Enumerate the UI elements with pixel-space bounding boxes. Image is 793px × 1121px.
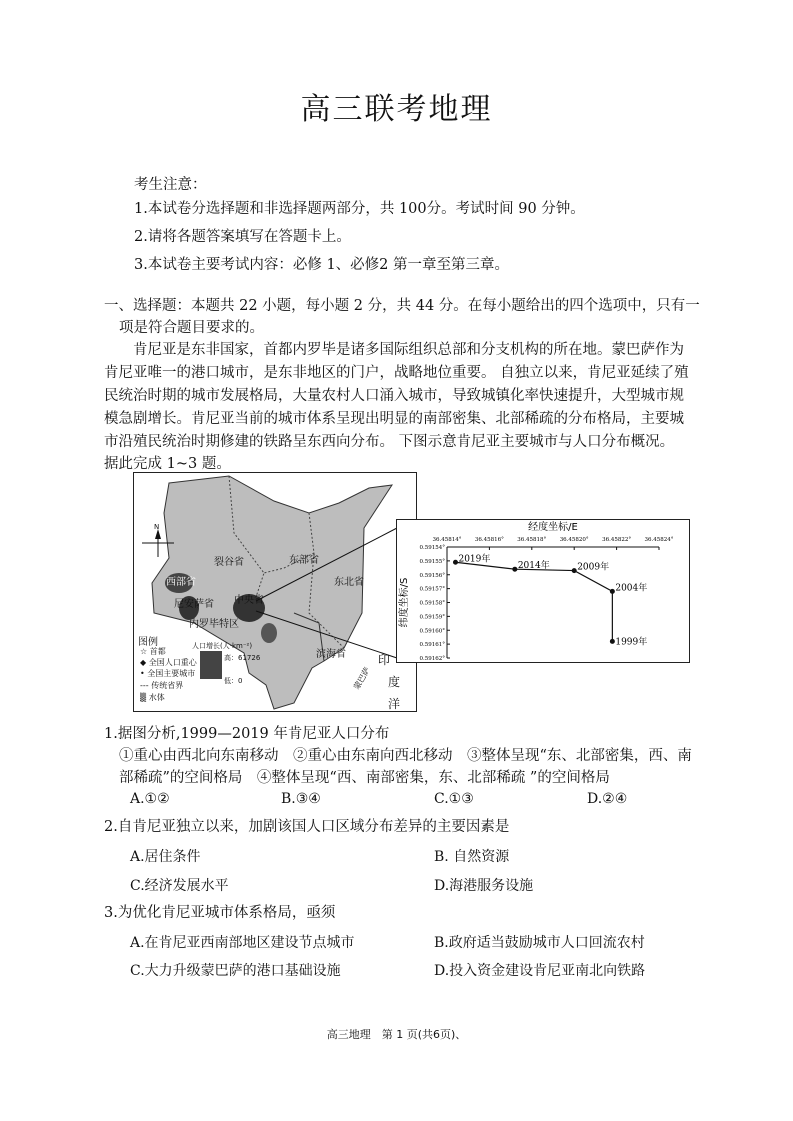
legend-low: 低：0 <box>224 677 243 685</box>
data-label: 2009年 <box>577 562 610 573</box>
section-heading: 一、选择题：本题共 22 小题，每小题 2 分，共 44 分。在每小题给出的四个选项中，只有一 <box>104 298 700 314</box>
data-label: 2004年 <box>615 583 648 594</box>
question-stem: 3.为优化肯尼亚城市体系格局，亟须 <box>104 905 336 921</box>
option-c[interactable]: C.经济发展水平 <box>130 878 229 894</box>
page-title: 高三联考地理 <box>300 92 493 127</box>
data-point <box>610 639 615 644</box>
y-axis-label: 纬度坐标/S <box>399 577 410 628</box>
x-tick-label: 36.45816° <box>474 537 504 543</box>
y-tick-label: 0.59156° <box>419 572 445 579</box>
passage-line: 肯尼亚是东非国家，首都内罗毕是诸多国际组织总部和分支机构的所在地。蒙巴萨作为 <box>133 342 684 358</box>
legend-border: 传统省界 <box>151 681 184 690</box>
star-icon: ☆ <box>140 647 148 656</box>
data-point <box>610 589 615 594</box>
province-label: 西部省 <box>166 577 196 588</box>
ocean-label: 印 <box>378 653 391 667</box>
province-label: 东北省 <box>334 577 364 588</box>
y-tick-label: 0.59159° <box>419 614 445 621</box>
passage-line: 据此完成 1~3 题。 <box>104 456 231 472</box>
x-tick-label: 36.45824° <box>644 537 674 543</box>
passage-line: 市沿殖民统治时期修建的铁路呈东西向分布。 下图示意肯尼亚主要城市与人口分布概况。 <box>104 434 675 450</box>
y-tick-label: 0.59161° <box>419 642 445 649</box>
x-tick-label: 36.45814° <box>432 537 462 543</box>
option-c[interactable]: C.大力升级蒙巴萨的港口基础设施 <box>130 963 341 979</box>
province-label: 中央省 <box>234 595 264 606</box>
province-label: 内罗毕特区 <box>189 619 239 630</box>
question-body: 部稀疏”的空间格局 ④整体呈现“西、南部密集，东、北部稀疏 ”的空间格局 <box>119 770 610 786</box>
y-tick-label: 0.59162° <box>419 656 445 662</box>
chart-svg <box>397 520 689 662</box>
option-a[interactable]: A.在肯尼亚西南部地区建设节点城市 <box>130 935 355 951</box>
question-stem: 2.自肯尼亚独立以来，加剧该国人口区域分布差异的主要因素是 <box>104 819 510 835</box>
option-d[interactable]: D.投入资金建设肯尼亚南北向铁路 <box>434 963 646 979</box>
ocean-label: 度 <box>388 675 401 689</box>
passage-line: 肯尼亚唯一的港口城市，是东非地区的门户，战略地位重要。 自独立以来，肯尼亚延续了殖 <box>104 365 689 381</box>
data-point <box>453 560 458 565</box>
y-tick-label: 0.59158° <box>419 600 445 607</box>
question-stem: 1.据图分析,1999—2019 年肯尼亚人口分布 <box>104 726 390 742</box>
y-tick-label: 0.59155° <box>419 558 445 565</box>
x-axis-label: 经度坐标/E <box>528 522 578 533</box>
data-label: 2014年 <box>517 561 550 572</box>
legend-water: 水体 <box>148 693 165 702</box>
legend-gradient <box>200 651 222 679</box>
question-body: ①重心由西北向东南移动 ②重心由东南向西北移动 ③整体呈现“东、北部密集，西、南 <box>119 748 692 764</box>
series-line <box>455 562 612 641</box>
x-tick-label: 36.45820° <box>559 537 589 543</box>
legend-growth: 人口增长(人·km⁻²) <box>192 642 253 650</box>
notice-heading: 考生注意： <box>134 177 207 193</box>
legend-capital-row <box>140 646 166 657</box>
dot-icon: • <box>140 669 145 678</box>
city-label: 蒙巴萨 <box>352 665 372 692</box>
province-label: 滨海省 <box>316 649 346 660</box>
y-tick-label: 0.59157° <box>419 586 445 593</box>
province-label: 东部省 <box>289 555 319 566</box>
option-d[interactable]: D.②④ <box>587 791 628 807</box>
option-a[interactable]: A.居住条件 <box>130 849 201 865</box>
diamond-icon: ◆ <box>140 658 147 667</box>
legend-center-row <box>140 657 197 668</box>
compass-label: N <box>154 523 160 531</box>
option-d[interactable]: D.海港服务设施 <box>434 878 534 894</box>
kenya-map <box>133 472 417 712</box>
province-label: 裂谷省 <box>214 557 244 568</box>
legend-center: 全国人口重心 <box>148 658 197 667</box>
notice-item: 3.本试卷主要考试内容：必修 1、必修2 第一章至第三章。 <box>134 257 510 273</box>
province-label: 尼安萨省 <box>174 599 214 610</box>
legend-water-row <box>140 692 165 703</box>
x-tick-label: 36.45822° <box>602 537 632 543</box>
legend-capital: 首都 <box>149 647 166 656</box>
legend-title: 图例 <box>138 637 158 648</box>
legend-cities-row <box>140 668 195 679</box>
section-heading: 项是符合题目要求的。 <box>119 320 264 336</box>
x-tick-label: 36.45818° <box>517 537 547 543</box>
option-b[interactable]: B.政府适当鼓励城市人口回流农村 <box>434 935 645 951</box>
data-label: 1999年 <box>615 637 648 648</box>
notice-item: 2.请将各题答案填写在答题卡上。 <box>134 229 351 245</box>
data-point <box>512 567 517 572</box>
passage-line: 模急剧增长。肯尼亚当前的城市体系呈现出明显的南部密集、北部稀疏的分布格局，主要城 <box>104 411 684 427</box>
option-c[interactable]: C.①③ <box>434 791 474 807</box>
option-b[interactable]: B. 自然资源 <box>434 849 510 865</box>
notice-item: 1.本试卷分选择题和非选择题两部分，共 100分。考试时间 90 分钟。 <box>134 201 585 217</box>
page-footer: 高三地理 第 1 页(共6页)、 <box>326 1028 467 1041</box>
data-label: 2019年 <box>458 554 491 565</box>
y-tick-label: 0.59154° <box>419 545 445 551</box>
ocean-label: 洋 <box>388 697 401 711</box>
water-swatch-icon: ▒ <box>140 693 147 702</box>
option-b[interactable]: B.③④ <box>281 791 321 807</box>
centroid-chart <box>396 519 690 663</box>
legend-cities: 全国主要城市 <box>147 669 196 678</box>
passage-line: 民统治时期的城市发展格局，大量农村人口涌入城市，导致城镇化率快速提升，大型城市规 <box>104 388 684 404</box>
legend-border-row <box>140 680 183 691</box>
y-tick-label: 0.59160° <box>419 628 445 635</box>
data-point <box>572 568 577 573</box>
legend-high: 高：61726 <box>224 654 261 662</box>
dashed-line-icon: --- <box>140 681 149 690</box>
option-a[interactable]: A.①② <box>130 791 170 807</box>
